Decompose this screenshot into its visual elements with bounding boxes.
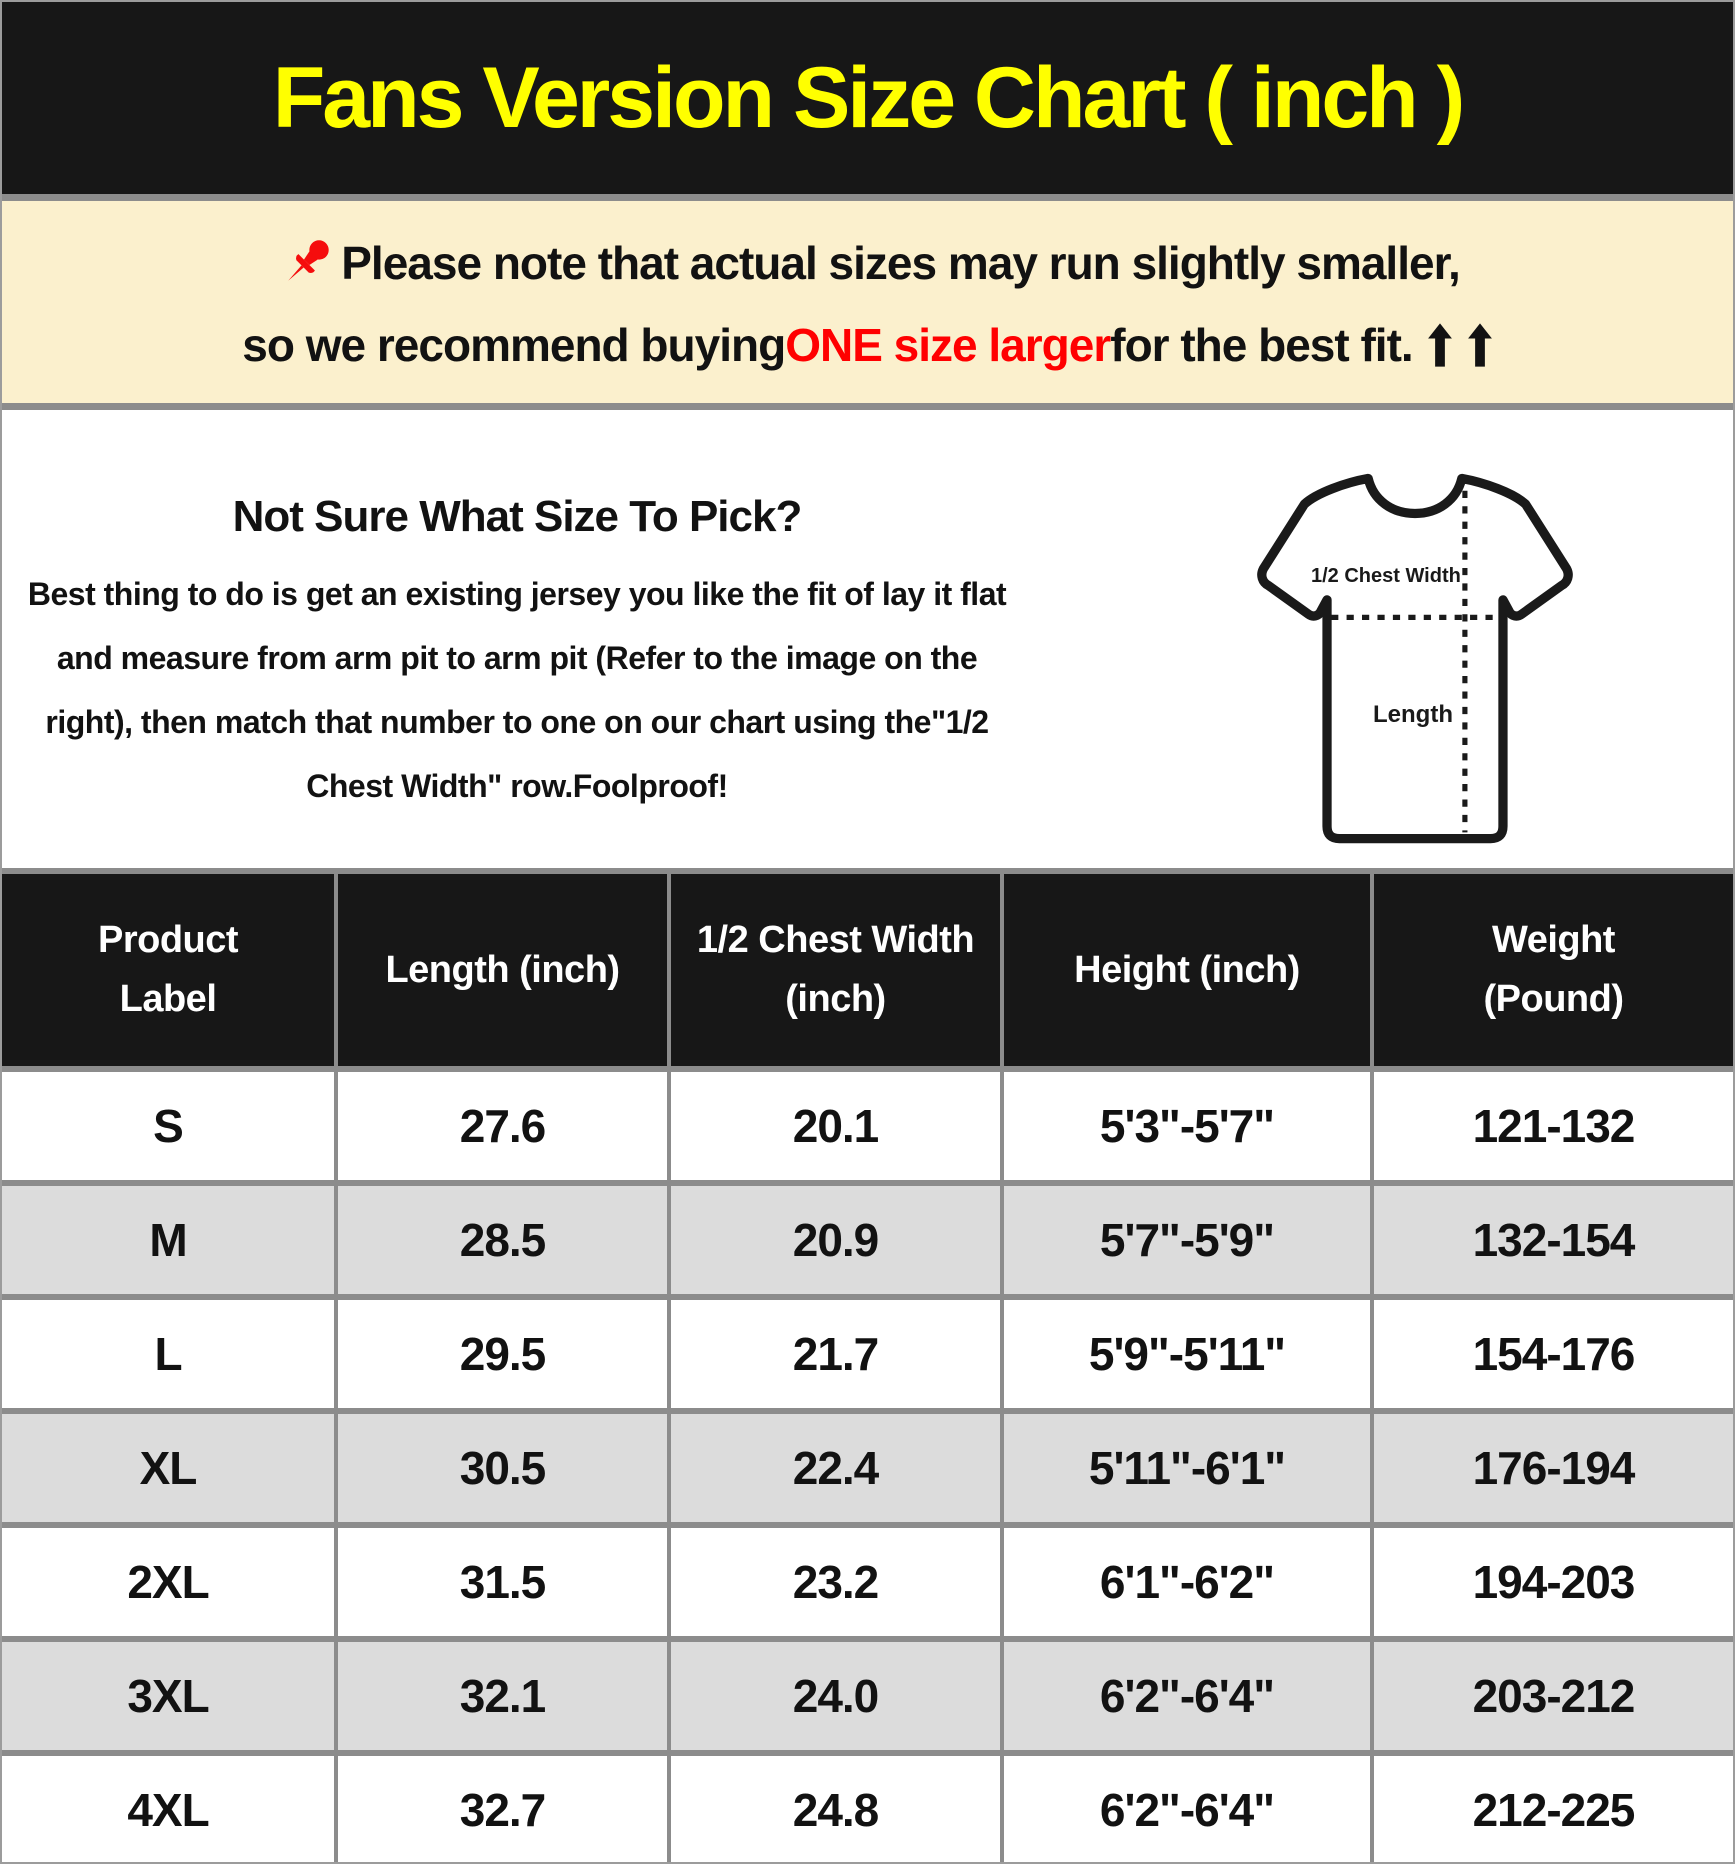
length-label: Length bbox=[1373, 701, 1453, 728]
weight-cell: 154-176 bbox=[1370, 1300, 1733, 1408]
tshirt-diagram bbox=[1255, 465, 1575, 850]
height-cell: 5'3"-5'7" bbox=[1000, 1072, 1370, 1180]
height-cell: 5'9"-5'11" bbox=[1000, 1300, 1370, 1408]
chest-cell: 21.7 bbox=[667, 1300, 1000, 1408]
length-cell: 27.6 bbox=[334, 1072, 667, 1180]
chest-cell: 24.0 bbox=[667, 1642, 1000, 1750]
size-label-cell: 2XL bbox=[127, 1556, 209, 1608]
sizing-help-heading: Not Sure What Size To Pick? bbox=[232, 492, 802, 541]
size-label-cell: XL bbox=[139, 1442, 197, 1494]
sizing-help-body: Best thing to do is get an existing jersey you like the fit of lay it flat and measure from arm pit to arm pit (Refer to the image on the right), then match that number to one on our chart using the"1/2 Chest Width" row.Foolproof! bbox=[27, 576, 1007, 804]
sizing-help-section bbox=[2, 410, 1733, 868]
height-cell: 5'11"-6'1" bbox=[1000, 1414, 1370, 1522]
weight-cell: 212-225 bbox=[1370, 1756, 1733, 1864]
size-label-cell: L bbox=[154, 1328, 182, 1380]
tshirt-icon bbox=[1255, 465, 1575, 850]
weight-cell: 132-154 bbox=[1370, 1186, 1733, 1294]
title-bar bbox=[2, 2, 1733, 194]
length-cell: 32.1 bbox=[334, 1642, 667, 1750]
up-arrow-icon bbox=[1427, 321, 1453, 369]
chest-cell: 22.4 bbox=[667, 1414, 1000, 1522]
length-cell: 30.5 bbox=[334, 1414, 667, 1522]
size-table bbox=[2, 868, 1733, 1864]
length-cell: 29.5 bbox=[334, 1300, 667, 1408]
notice-text-1: Please note that actual sizes may run slightly smaller, bbox=[341, 237, 1460, 289]
divider bbox=[2, 194, 1733, 201]
table-row-2xl bbox=[2, 1522, 1733, 1636]
chest-cell: 20.9 bbox=[667, 1186, 1000, 1294]
height-cell: 6'2"-6'4" bbox=[1000, 1642, 1370, 1750]
height-cell: 6'2"-6'4" bbox=[1000, 1756, 1370, 1864]
size-label-cell: M bbox=[149, 1214, 187, 1266]
weight-cell: 176-194 bbox=[1370, 1414, 1733, 1522]
length-cell: 28.5 bbox=[334, 1186, 667, 1294]
column-header-product-label: Product Label bbox=[97, 919, 239, 1020]
one-size-larger-highlight: ONE size larger bbox=[785, 319, 1111, 371]
chest-cell: 24.8 bbox=[667, 1756, 1000, 1864]
notice-text-2-suffix: for the best fit. bbox=[1110, 319, 1413, 371]
length-cell: 32.7 bbox=[334, 1756, 667, 1864]
size-label-cell: S bbox=[153, 1100, 183, 1152]
table-row-4xl bbox=[2, 1750, 1733, 1864]
table-row-m bbox=[2, 1180, 1733, 1294]
column-header-weight: Weight (Pound) bbox=[1370, 874, 1733, 1066]
notice-banner bbox=[2, 201, 1733, 403]
height-cell: 6'1"-6'2" bbox=[1000, 1528, 1370, 1636]
column-header-height: Height (inch) bbox=[1000, 874, 1370, 1066]
pushpin-icon bbox=[275, 232, 337, 294]
table-row-s bbox=[2, 1066, 1733, 1180]
weight-cell: 203-212 bbox=[1370, 1642, 1733, 1750]
column-header-length: Length (inch) bbox=[334, 874, 667, 1066]
table-header-row bbox=[2, 874, 1733, 1066]
size-label-cell: 3XL bbox=[127, 1670, 209, 1722]
chest-width-label: 1/2 Chest Width bbox=[1311, 565, 1461, 587]
table-row-3xl bbox=[2, 1636, 1733, 1750]
up-arrow-icon bbox=[1467, 321, 1493, 369]
weight-cell: 121-132 bbox=[1370, 1072, 1733, 1180]
chest-cell: 23.2 bbox=[667, 1528, 1000, 1636]
notice-line-1 bbox=[275, 232, 1459, 294]
length-cell: 31.5 bbox=[334, 1528, 667, 1636]
page-title: Fans Version Size Chart ( inch ) bbox=[272, 49, 1463, 146]
divider bbox=[2, 403, 1733, 410]
column-header-chest-width: 1/2 Chest Width (inch) bbox=[667, 874, 1000, 1066]
table-row-xl bbox=[2, 1408, 1733, 1522]
table-row-l bbox=[2, 1294, 1733, 1408]
notice-line-2 bbox=[242, 318, 1492, 372]
sizing-help-text bbox=[12, 492, 1022, 818]
height-cell: 5'7"-5'9" bbox=[1000, 1186, 1370, 1294]
weight-cell: 194-203 bbox=[1370, 1528, 1733, 1636]
chest-cell: 20.1 bbox=[667, 1072, 1000, 1180]
notice-text-2-prefix: so we recommend buying bbox=[242, 319, 786, 371]
size-label-cell: 4XL bbox=[127, 1784, 209, 1836]
